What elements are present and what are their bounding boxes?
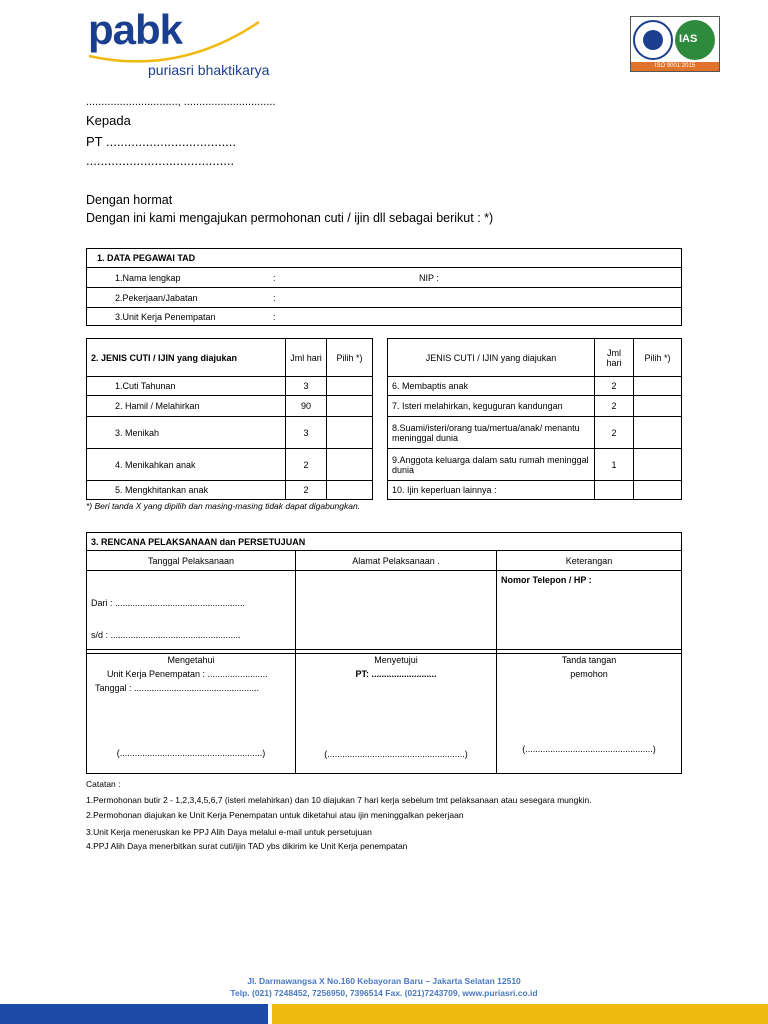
work-unit-sign-field[interactable]: Unit Kerja Penempatan : ........................	[107, 669, 268, 679]
leave-days: 3	[286, 377, 327, 396]
choose-header-right: Pilih *)	[634, 339, 682, 377]
approver-pt-field[interactable]: PT: ..........................	[355, 669, 437, 679]
leave-option-label: 5. Mengkhitankan anak	[87, 481, 286, 500]
date-column-header: Tanggal Pelaksanaan	[87, 551, 296, 571]
choose-header-left: Pilih *)	[327, 339, 373, 377]
work-unit-field[interactable]: :	[269, 308, 415, 326]
leave-days: 1	[595, 449, 634, 481]
phone-field[interactable]: Nomor Telepon / HP :	[497, 571, 682, 654]
approved-cell	[296, 650, 497, 774]
iso-label: ISO 9001:2015	[631, 62, 719, 71]
date-sign-field[interactable]: Tanggal : ..................................................	[95, 683, 260, 693]
address-line: .........................................	[86, 153, 235, 168]
ias-seal-icon: IAS	[675, 20, 715, 60]
signature-label: Tanda tangan	[561, 655, 617, 665]
job-title-field[interactable]: :	[269, 288, 415, 308]
leave-days: 90	[286, 396, 327, 417]
acknowledged-cell	[87, 650, 296, 774]
company-logo: pabk	[88, 6, 183, 53]
table-row	[87, 308, 682, 326]
note-item: 2.Permohonan diajukan ke Unit Kerja Penempatan untuk diketahui atau ijin meninggalkan pekerjaan	[86, 810, 464, 820]
nip-field[interactable]: NIP :	[415, 268, 682, 288]
leave-days: 2	[286, 481, 327, 500]
date-line: .............................., ..............................	[86, 96, 276, 108]
leave-option-label: 7. Isteri melahirkan, keguguran kandungan	[388, 396, 595, 417]
leave-select-box[interactable]	[327, 377, 373, 396]
applicant-cell	[497, 650, 682, 774]
approval-table	[86, 649, 682, 774]
leave-type-header-right: JENIS CUTI / IJIN yang diajukan	[388, 339, 595, 377]
days-header-right: Jml hari	[595, 339, 634, 377]
table-row	[87, 268, 682, 288]
leave-select-box[interactable]	[327, 481, 373, 500]
work-unit-label: 3.Unit Kerja Penempatan	[87, 308, 270, 326]
remarks-column-header: Keterangan	[497, 551, 682, 571]
date-until-field[interactable]: s/d : ....................................................	[91, 630, 241, 640]
leave-days: 2	[595, 417, 634, 449]
table-row	[87, 449, 373, 481]
leave-address-field[interactable]	[296, 571, 497, 654]
table-row	[388, 377, 682, 396]
kepada-label: Kepada	[86, 113, 131, 128]
leave-select-box[interactable]	[634, 449, 682, 481]
leave-select-box[interactable]	[327, 417, 373, 449]
table-row	[87, 288, 682, 308]
leave-select-box[interactable]	[634, 481, 682, 500]
leave-option-label: 10. Ijin keperluan lainnya :	[388, 481, 595, 500]
leave-option-label: 4. Menikahkan anak	[87, 449, 286, 481]
footer-address: Jl. Darmawangsa X No.160 Kebayoran Baru – Jakarta Selatan 12510	[247, 976, 521, 986]
leave-select-box[interactable]	[327, 396, 373, 417]
table-row	[388, 449, 682, 481]
full-name-field[interactable]: :	[269, 268, 415, 288]
note-item: 1.Permohonan butir 2 - 1,2,3,4,5,6,7 (isteri melahirkan) dan 10 diajukan 7 hari kerja sebelum tmt pelaksanaan atau sesegara mungkin.	[86, 795, 592, 805]
table-row	[87, 377, 373, 396]
leave-days: 3	[286, 417, 327, 449]
intro-statement: Dengan ini kami mengajukan permohonan cuti / ijin dll sebagai berikut : *)	[86, 211, 494, 225]
job-title-label: 2.Pekerjaan/Jabatan	[87, 288, 270, 308]
date-from-field[interactable]: Dari : ....................................................	[91, 598, 246, 608]
footer-gold-bar	[272, 1004, 768, 1024]
pt-line: PT ....................................	[86, 134, 237, 149]
footer-blue-bar	[0, 1004, 268, 1024]
leave-type-table-left	[86, 338, 373, 500]
table-row	[87, 481, 373, 500]
leave-option-label: 8.Suami/isteri/orang tua/mertua/anak/ menantu meninggal dunia	[388, 417, 595, 449]
signature-line-pt[interactable]: (.......................................................)	[324, 749, 468, 759]
plan-approval-table	[86, 532, 682, 654]
table-row	[87, 396, 373, 417]
leave-select-box[interactable]	[634, 417, 682, 449]
leave-option-label: 9.Anggota keluarga dalam satu rumah meninggal dunia	[388, 449, 595, 481]
footer-contact: Telp. (021) 7248452, 7256950, 7396514 Fax. (021)7243709, www.puriasri.co.id	[230, 988, 538, 998]
leave-days: 2	[286, 449, 327, 481]
note-item: 3.Unit Kerja meneruskan ke PPJ Alih Daya melalui e-mail untuk persetujuan	[86, 827, 372, 837]
certified-seal-icon	[633, 20, 673, 60]
leave-type-table-right	[387, 338, 682, 500]
approved-label: Menyetujui	[374, 655, 418, 665]
section1-title: 1. DATA PEGAWAI TAD	[87, 249, 682, 268]
employee-data-table	[86, 248, 682, 326]
table-row	[388, 396, 682, 417]
address-column-header: Alamat Pelaksanaan .	[296, 551, 497, 571]
leave-days: 2	[595, 377, 634, 396]
notes-title: Catatan :	[86, 779, 121, 789]
greeting: Dengan hormat	[86, 193, 173, 207]
leave-select-box[interactable]	[634, 396, 682, 417]
iso-certification-badge	[630, 16, 720, 72]
days-header-left: Jml hari	[286, 339, 327, 377]
applicant-label: pemohon	[570, 669, 608, 679]
leave-selection-note: *) Beri tanda X yang dipilih dan masing-masing tidak dapat digabungkan.	[86, 501, 361, 511]
table-row	[388, 481, 682, 500]
leave-days	[595, 481, 634, 500]
section3-title: 3. RENCANA PELAKSANAAN dan PERSETUJUAN	[87, 533, 682, 551]
leave-days: 2	[595, 396, 634, 417]
note-item: 4.PPJ Alih Daya menerbitkan surat cuti/ijin TAD ybs dikirim ke Unit Kerja penempatan	[86, 841, 408, 851]
leave-option-label: 1.Cuti Tahunan	[87, 377, 286, 396]
leave-option-label: 2. Hamil / Melahirkan	[87, 396, 286, 417]
acknowledged-label: Mengetahui	[167, 655, 215, 665]
signature-line-unit[interactable]: (.........................................................)	[116, 748, 266, 758]
leave-select-box[interactable]	[634, 377, 682, 396]
leave-option-label: 3. Menikah	[87, 417, 286, 449]
full-name-label: 1.Nama lengkap	[87, 268, 270, 288]
signature-line-applicant[interactable]: (...................................................)	[522, 744, 656, 754]
company-tagline: puriasri bhaktikarya	[148, 62, 270, 78]
table-row	[388, 417, 682, 449]
table-row	[87, 417, 373, 449]
leave-select-box[interactable]	[327, 449, 373, 481]
leave-type-header-left: 2. JENIS CUTI / IJIN yang diajukan	[87, 339, 286, 377]
leave-option-label: 6. Membaptis anak	[388, 377, 595, 396]
